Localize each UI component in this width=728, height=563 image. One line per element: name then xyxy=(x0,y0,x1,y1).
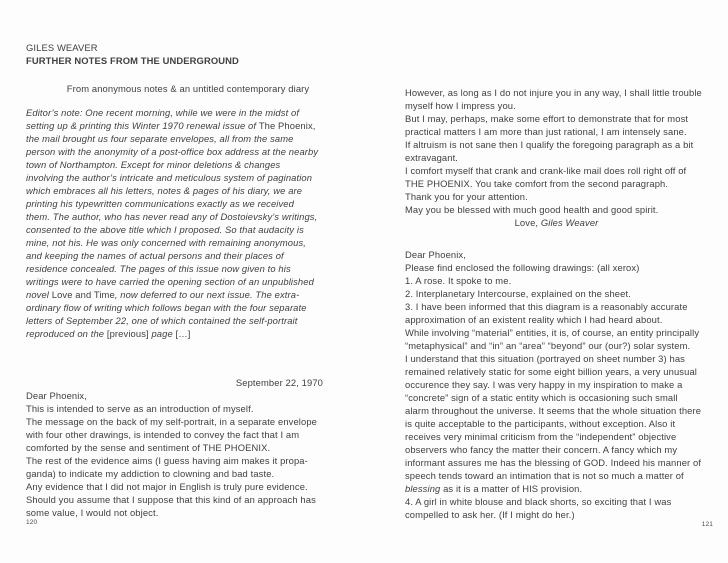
text-line xyxy=(26,506,350,519)
text-line xyxy=(26,223,350,236)
text-line xyxy=(26,327,350,340)
text-segment: […] xyxy=(175,328,191,339)
text-segment: some value, I would not object. xyxy=(26,507,159,518)
text-line xyxy=(405,352,708,365)
text-segment: as it is a matter of HIS provision. xyxy=(440,483,583,494)
text-line xyxy=(26,493,350,506)
text-segment: ganda) to indicate my addiction to clowning and bad taste. xyxy=(26,468,275,479)
text-line xyxy=(26,262,350,275)
text-segment: Editor’s note: One recent morning, while we were in the midst of xyxy=(26,107,300,118)
text-line xyxy=(26,288,350,301)
author-name: GILES WEAVER xyxy=(26,42,98,53)
text-line xyxy=(26,441,350,454)
text-line xyxy=(26,428,350,441)
text-line xyxy=(405,86,708,99)
text-segment: involving the author’s intricate and meticulous system of pagination xyxy=(26,172,313,183)
text-segment: reproduced on the xyxy=(26,328,107,339)
text-segment: Dear Phoenix, xyxy=(26,390,87,401)
text-segment: mine, not his. He was only concerned with remaining anonymous, xyxy=(26,237,306,248)
text-line xyxy=(405,456,708,469)
text-line xyxy=(405,203,708,216)
text-segment: 3. I have been informed that this diagram is a reasonably accurate xyxy=(405,301,688,312)
text-line xyxy=(26,314,350,327)
text-segment: with four other drawings, is intended to convey the fact that I am xyxy=(26,429,300,440)
text-segment: blessing xyxy=(405,483,441,494)
text-segment: page xyxy=(148,328,176,339)
text-segment: myself how I impress you. xyxy=(405,100,516,111)
text-segment: Any evidence that I did not major in English is truly pure evidence. xyxy=(26,481,308,492)
text-line xyxy=(26,249,350,262)
text-segment: consented to the above title which I proposed. So that audacity is xyxy=(26,224,304,235)
text-segment: 4. A girl in white blouse and black shorts, so exciting that I was xyxy=(405,496,672,507)
text-segment: The Phoenix, xyxy=(258,120,316,131)
text-line xyxy=(405,177,708,190)
article-subtitle: From anonymous notes & an untitled contemporary diary xyxy=(66,83,310,94)
text-segment: and keeping the names of actual persons and their places of xyxy=(26,250,284,261)
text-line xyxy=(26,480,350,493)
signoff-prefix: Love, xyxy=(514,217,541,228)
text-segment: is quite acceptable to the participants, without exception. Also it xyxy=(405,418,676,429)
text-line xyxy=(26,402,350,415)
letter-two xyxy=(405,248,708,521)
text-line xyxy=(405,508,708,521)
letter-one-continuation xyxy=(405,86,708,216)
text-segment: , now deferred to our next issue. The extra- xyxy=(114,289,300,300)
text-segment: 2. Interplanetary Intercourse, explained on the sheet. xyxy=(405,288,631,299)
text-segment: Dear Phoenix, xyxy=(405,249,466,260)
text-line xyxy=(26,106,350,119)
text-segment: occurence they say. I was very happy in my inspiration to make a xyxy=(405,379,683,390)
text-segment: them. The author, who has never read any of Dostoievsky’s writings, xyxy=(26,211,318,222)
text-segment: novel xyxy=(26,289,52,300)
text-segment: comforted by the sense and sentiment of THE PHOENIX. xyxy=(26,442,271,453)
text-segment: person with the anonymity of a post-office box address at the nearby xyxy=(26,146,319,157)
text-line xyxy=(405,378,708,391)
text-segment: receives very minimal criticism from the “independent” objective xyxy=(405,431,677,442)
text-line xyxy=(405,125,708,138)
text-segment: extravagant. xyxy=(405,152,459,163)
left-page xyxy=(26,0,350,563)
signoff-line xyxy=(405,216,708,229)
text-segment: printing his typewritten communications exactly as we received xyxy=(26,198,294,209)
text-segment: The rest of the evidence aims (I guess having aim makes it propa- xyxy=(26,455,308,466)
text-segment: “metaphysical” and “in” an “area” “beyond” our (our?) solar system. xyxy=(405,340,691,351)
text-segment: observers who fancy the matter their concern. A fancy which my xyxy=(405,444,678,455)
text-line xyxy=(26,171,350,184)
text-line xyxy=(405,112,708,125)
text-line xyxy=(405,151,708,164)
text-segment: the mail brought us four separate envelopes, all from the same xyxy=(26,133,294,144)
text-line xyxy=(405,300,708,313)
text-line xyxy=(26,454,350,467)
text-line xyxy=(26,132,350,145)
text-line xyxy=(405,495,708,508)
text-segment: alarm throughout the universe. It seems that the whole situation there xyxy=(405,405,702,416)
article-title: FURTHER NOTES FROM THE UNDERGROUND xyxy=(26,55,239,66)
text-segment: May you be blessed with much good health and good spirit. xyxy=(405,204,659,215)
text-line xyxy=(405,287,708,300)
text-segment: compelled to ask her. (If I might do her.) xyxy=(405,509,575,520)
text-segment: remained relatively static for some eight billion years, a very unusual xyxy=(405,366,697,377)
text-segment: writings were to have carried the opening section of an unpublished xyxy=(26,276,314,287)
text-line xyxy=(26,275,350,288)
text-line xyxy=(26,184,350,197)
text-line xyxy=(26,389,350,402)
text-segment: Love and Time xyxy=(51,289,115,300)
text-line xyxy=(405,391,708,404)
editors-note xyxy=(26,106,350,340)
text-segment: town of Northampton. Except for minor deletions & changes xyxy=(26,159,281,170)
letter-date: September 22, 1970 xyxy=(235,377,323,388)
text-segment: Thank you for your attention. xyxy=(405,191,528,202)
text-line xyxy=(405,339,708,352)
text-segment: which embraces all his letters, notes & pages of his diary, we are xyxy=(26,185,303,196)
text-line xyxy=(26,119,350,132)
text-line xyxy=(405,430,708,443)
page-number-left: 120 xyxy=(26,519,38,526)
text-line xyxy=(405,274,708,287)
text-segment: But I may, perhaps, make some effort to demonstrate that for most xyxy=(405,113,689,124)
text-segment: However, as long as I do not injure you in any way, I shall little trouble xyxy=(405,87,702,98)
page-number-right: 121 xyxy=(701,521,713,528)
text-segment: The message on the back of my self-portrait, in a separate envelope xyxy=(26,416,318,427)
text-segment: While involving “material” entities, it is, of course, an entity principally xyxy=(405,327,700,338)
signature-name: Giles Weaver xyxy=(540,217,599,228)
text-line xyxy=(405,482,708,495)
text-segment: This is intended to serve as an introduction of myself. xyxy=(26,403,254,414)
text-segment: If altruism is not sane then I qualify the foregoing paragraph as a bit xyxy=(405,139,694,150)
right-page xyxy=(405,0,713,563)
text-segment: “concrete” sign of a static entity which is occasioning such small xyxy=(405,392,678,403)
text-line xyxy=(26,415,350,428)
text-segment: letters of September 22, one of which contained the self-portrait xyxy=(26,315,298,326)
text-segment: 1. A rose. It spoke to me. xyxy=(405,275,512,286)
text-line xyxy=(405,248,708,261)
text-segment: ordinary flow of writing which follows began with the four separate xyxy=(26,302,307,313)
text-segment: I comfort myself that crank and crank-like mail does roll right off of xyxy=(405,165,687,176)
text-line xyxy=(405,365,708,378)
text-segment: speech tends toward an intimation that is not so much a matter of xyxy=(405,470,684,481)
text-line xyxy=(405,443,708,456)
text-segment: I understand that this situation (portrayed on sheet number 3) has xyxy=(405,353,685,364)
text-line xyxy=(405,404,708,417)
text-line xyxy=(405,469,708,482)
text-segment: [previous] xyxy=(106,328,149,339)
text-segment: Please find enclosed the following drawings: (all xerox) xyxy=(405,262,640,273)
text-line xyxy=(405,164,708,177)
text-line xyxy=(26,145,350,158)
text-line xyxy=(405,138,708,151)
text-line xyxy=(405,99,708,112)
text-line xyxy=(405,313,708,326)
text-segment: approximation of an existent reality which I had heard about. xyxy=(405,314,663,325)
text-line xyxy=(26,210,350,223)
text-segment: residence concealed. The pages of this issue now given to his xyxy=(26,263,291,274)
text-line xyxy=(405,261,708,274)
text-segment: THE PHOENIX. You take comfort from the second paragraph. xyxy=(405,178,669,189)
text-line xyxy=(405,417,708,430)
text-segment: setting up & printing this Winter 1970 renewal issue of xyxy=(26,120,259,131)
text-line xyxy=(26,467,350,480)
letter-one xyxy=(26,389,350,519)
text-segment: informant assures me has the blessing of GOD. Indeed his manner of xyxy=(405,457,702,468)
text-line xyxy=(405,326,708,339)
text-line xyxy=(405,190,708,203)
text-line xyxy=(26,197,350,210)
text-line xyxy=(26,158,350,171)
text-line xyxy=(26,236,350,249)
text-segment: Should you assume that I suppose that this kind of an approach has xyxy=(26,494,316,505)
text-segment: practical matters I am more than just rational, I am intensely sane. xyxy=(405,126,687,137)
text-line xyxy=(26,301,350,314)
